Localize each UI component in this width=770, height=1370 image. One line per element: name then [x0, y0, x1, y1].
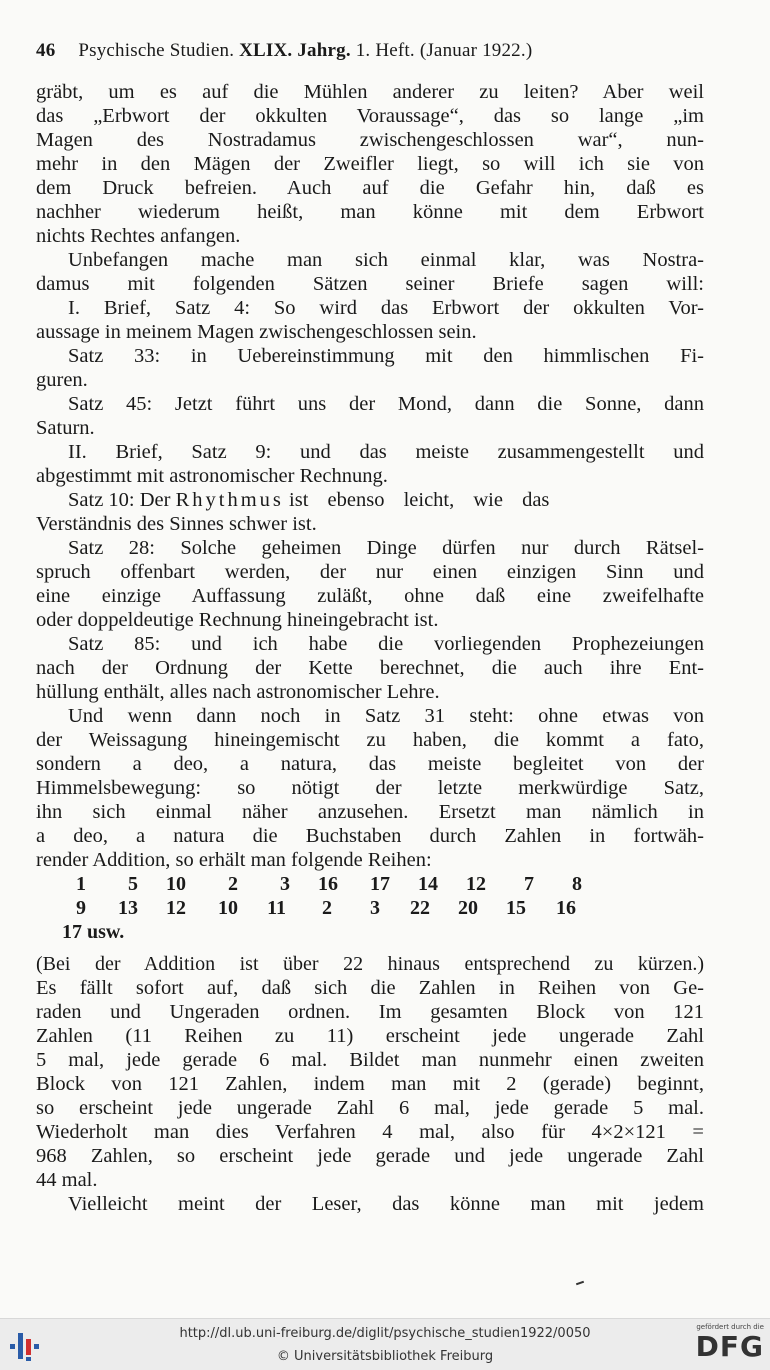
- dfg-logo: [678, 1323, 764, 1367]
- number-cell: 16: [556, 897, 576, 919]
- spaced-word: Rhythmus: [175, 489, 284, 511]
- text-line: 968 Zahlen, so erscheint jede gerade und jede ungerade Zahl: [36, 1145, 704, 1167]
- number-cell: 5: [128, 873, 138, 895]
- running-header: [36, 40, 704, 62]
- number-cell: 10: [218, 897, 238, 919]
- text-line: gräbt, um es auf die Mühlen anderer zu leiten? Aber weil: [36, 81, 704, 103]
- ink-mark: [576, 1281, 584, 1286]
- text-line: I. Brief, Satz 4: So wird das Erbwort der okkulten Vor-: [68, 297, 704, 319]
- text-line: guren.: [36, 369, 88, 391]
- text-line: Satz 28: Solche geheimen Dinge dürfen nur durch Rätsel-: [68, 537, 704, 559]
- number-cell: 11: [267, 897, 286, 919]
- text-line: Satz 85: und ich habe die vorliegenden Prophezeiungen: [68, 633, 704, 655]
- number-row-2: [36, 896, 704, 920]
- number-cell: 2: [228, 873, 238, 895]
- paragraph-gap: [36, 944, 704, 952]
- permalink[interactable]: http://dl.ub.uni-freiburg.de/diglit/psychische_studien1922/0050: [179, 1326, 591, 1341]
- dfg-caption: gefördert durch die: [696, 1323, 764, 1331]
- text-line: (Bei der Addition ist über 22 hinaus entsprechend zu kürzen.): [36, 953, 704, 975]
- text-line: hüllung enthält, alles nach astronomischer Lehre.: [36, 681, 440, 703]
- number-cell: 8: [572, 873, 582, 895]
- dfg-wordmark: DFG: [695, 1330, 764, 1363]
- issue-label: 1. Heft.: [355, 40, 415, 61]
- page-body: [36, 80, 704, 1216]
- text-line: eine einzige Auffassung zuläßt, ohne daß eine zweifelhafte: [36, 585, 704, 607]
- text-line: Block von 121 Zahlen, indem man mit 2 (gerade) beginnt,: [36, 1073, 704, 1095]
- number-cell: 2: [322, 897, 332, 919]
- number-cell: 10: [166, 873, 186, 895]
- journal-title: Psychische Studien.: [78, 40, 235, 61]
- number-cell: 17: [370, 873, 390, 895]
- text-line: oder doppeldeutige Rechnung hineingebracht ist.: [36, 609, 439, 631]
- text-line: Unbefangen mache man sich einmal klar, was Nostra-: [68, 249, 704, 271]
- number-cell: 13: [118, 897, 138, 919]
- text-line: Und wenn dann noch in Satz 31 steht: ohne etwas von: [68, 705, 704, 727]
- text-line: [36, 488, 704, 512]
- text-line: das „Erbwort der okkulten Voraussage“, das so lange „im: [36, 105, 704, 127]
- text-line: der Weissagung hineingemischt zu haben, die kommt a fato,: [36, 729, 704, 751]
- text-line: raden und Ungeraden ordnen. Im gesamten Block von 121: [36, 1001, 704, 1023]
- text-line: dem Druck befreien. Auch auf die Gefahr hin, daß es: [36, 177, 704, 199]
- text-line: 5 mal, jede gerade 6 mal. Bildet man nunmehr einen zweiten: [36, 1049, 704, 1071]
- number-cell: 14: [418, 873, 438, 895]
- number-cell: 20: [458, 897, 478, 919]
- text-line: aussage in meinem Magen zwischengeschlossen sein.: [36, 321, 477, 343]
- text-line: Saturn.: [36, 417, 95, 439]
- number-row-tail: [36, 920, 704, 944]
- volume-label: XLIX. Jahrg.: [239, 40, 351, 61]
- number-cell: 16: [318, 873, 338, 895]
- viewer-footer: [0, 1318, 770, 1370]
- text-line: Satz 33: in Uebereinstimmung mit den himmlischen Fi-: [68, 345, 704, 367]
- number-cell: 3: [370, 897, 380, 919]
- number-cell: 12: [166, 897, 186, 919]
- number-cell: 12: [466, 873, 486, 895]
- text-line: Wiederholt man dies Verfahren 4 mal, also für 4×2×121 =: [36, 1121, 704, 1143]
- text-line: Himmelsbewegung: so nötigt der letzte merkwürdige Satz,: [36, 777, 704, 799]
- number-cell: 3: [280, 873, 290, 895]
- text-line: 44 mal.: [36, 1169, 98, 1191]
- text-line: damus mit folgenden Sätzen seiner Briefe sagen will:: [36, 273, 704, 295]
- text-line: Magen des Nostradamus zwischengeschlossen war“, nun-: [36, 129, 704, 151]
- number-tail: 17 usw.: [62, 921, 125, 943]
- text-line: nachher wiederum heißt, man könne mit dem Erbwort: [36, 201, 704, 223]
- text-line: Vielleicht meint der Leser, das könne man mit jedem: [68, 1193, 704, 1215]
- text-line: a deo, a natura die Buchstaben durch Zahlen in fortwäh-: [36, 825, 704, 847]
- number-cell: 22: [410, 897, 430, 919]
- number-cell: 1: [76, 873, 86, 895]
- text-line: render Addition, so erhält man folgende Reihen:: [36, 849, 432, 871]
- text-line: so erscheint jede ungerade Zahl 6 mal, jede gerade 5 mal.: [36, 1097, 704, 1119]
- number-cell: 7: [524, 873, 534, 895]
- issue-date: (Januar 1922.): [419, 40, 533, 61]
- text-line: sondern a deo, a natura, das meiste begleitet von der: [36, 753, 704, 775]
- page-number: 46: [36, 40, 56, 61]
- text-line: abgestimmt mit astronomischer Rechnung.: [36, 465, 388, 487]
- number-row-1: [36, 872, 704, 896]
- copyright-notice: © Universitätsbibliothek Freiburg: [276, 1349, 494, 1364]
- text-line: nach der Ordnung der Kette berechnet, die auch ihre Ent-: [36, 657, 704, 679]
- number-cell: 9: [76, 897, 86, 919]
- text-line: nichts Rechtes anfangen.: [36, 225, 241, 247]
- text-line: Es fällt sofort auf, daß sich die Zahlen in Reihen von Ge-: [36, 977, 704, 999]
- text-line: spruch offenbart werden, der nur einen einzigen Sinn und: [36, 561, 704, 583]
- text-line: Satz 45: Jetzt führt uns der Mond, dann die Sonne, dann: [68, 393, 704, 415]
- text-line: II. Brief, Satz 9: und das meiste zusammengestellt und: [68, 441, 704, 463]
- text-line: ihn sich einmal näher anzusehen. Ersetzt man nämlich in: [36, 801, 704, 823]
- text-line: Verständnis des Sinnes schwer ist.: [36, 513, 317, 535]
- text-fragment: ist ebenso leicht, wie das: [289, 489, 550, 511]
- text-line: mehr in den Mägen der Zweifler liegt, so will ich sie von: [36, 153, 704, 175]
- text-fragment: Satz 10: Der: [68, 489, 171, 511]
- number-cell: 15: [506, 897, 526, 919]
- text-line: Zahlen (11 Reihen zu 11) erscheint jede ungerade Zahl: [36, 1025, 704, 1047]
